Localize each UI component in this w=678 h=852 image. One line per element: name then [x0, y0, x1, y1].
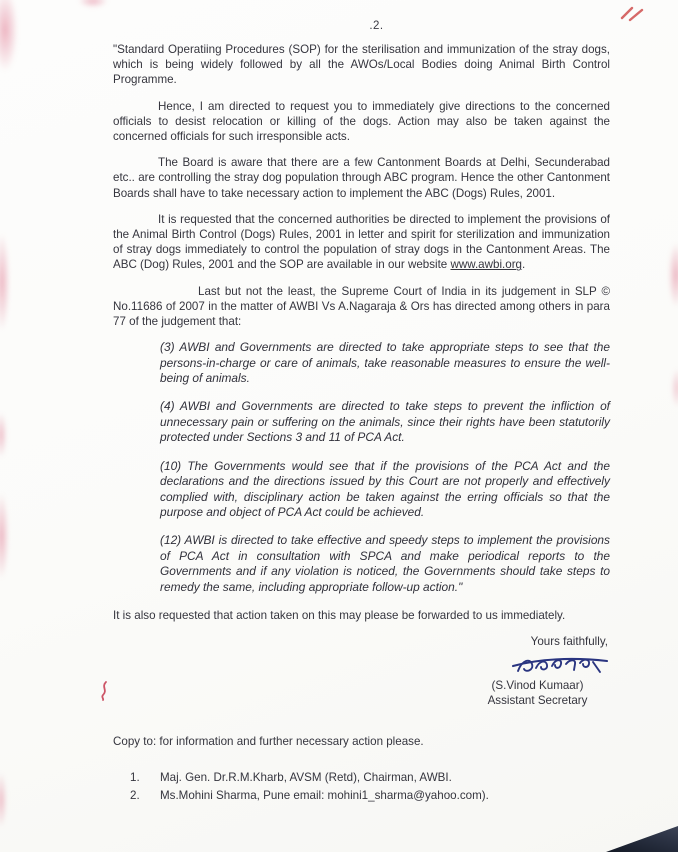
list-item-number: 1.	[130, 771, 140, 785]
scan-smudge	[0, 772, 7, 828]
judgement-quote-para4: (4) AWBI and Governments are directed to take steps to prevent the infliction of unnecessary pain or suffering on the animals, since their rights have been statutorily protected under Sections 3 and 11 of PCA Act.	[160, 399, 610, 445]
paragraph-abc-rules-period: .	[522, 258, 526, 272]
scan-smudge	[668, 242, 678, 308]
letter-body	[113, 42, 610, 805]
paragraph-request-directions: Hence, I am directed to request you to immediately give directions to the concerned officials to desist relocation or killing of the dogs. Action may also be taken against the concerned officials for such irresponsible acts.	[113, 99, 610, 144]
judgement-quote-para12: (12) AWBI is directed to take effective and speedy steps to implement the provisions of PCA Act in consultation with SPCA and make periodical reports to the Governments and if any violation is noticed, the Governments should take steps to remedy the same, including appropriate follow-up action."	[160, 533, 610, 594]
judgement-quote-para10: (10) The Governments would see that if the provisions of the PCA Act and the declarations and the directions issued by this Court are not properly and effectively complied with, disciplinary action be taken against the erring officials so that the purpose and object of PCA Act could be achieved.	[160, 458, 610, 519]
copy-to-line: Copy to: for information and further necessary action please.	[113, 735, 424, 749]
paragraph-abc-rules	[113, 212, 610, 273]
scan-smudge	[0, 232, 10, 332]
website-link: www.awbi.org	[450, 258, 523, 272]
paragraph-action-taken: It is also requested that action taken on this may please be forwarded to us immediately.	[113, 608, 566, 622]
paragraph-cantonment-boards: The Board is aware that there are a few Cantonment Boards at Delhi, Secunderabad etc.. are controlling the stray dog population through ABC program. Hence the other Cantonment Boards shall have to take necessary action to implement the ABC (Dogs) Rules, 2001.	[113, 156, 610, 200]
page-number: .2.	[369, 20, 384, 32]
valediction: Yours faithfully,	[530, 635, 608, 649]
list-item	[113, 787, 610, 804]
paragraph-supreme-court: Last but not the least, the Supreme Court of India in its judgement in SLP © No.11686 of 2007 in the matter of AWBI Vs A.Nagaraja & Ors has directed among others in para 77 of the judgement that:	[113, 284, 610, 329]
scan-smudge	[0, 492, 9, 580]
red-pen-mark-icon	[98, 680, 112, 702]
handwritten-signature	[510, 650, 610, 678]
signatory-title: Assistant Secretary	[487, 694, 588, 708]
judgement-quote-para3: (3) AWBI and Governments are directed to take appropriate steps to see that the persons-in-charge or care of animals, take reasonable measures to ensure the well-being of animals.	[160, 340, 610, 386]
paragraph-abc-rules-text: It is requested that the concerned authorities be directed to implement the provisions of the Animal Birth Control (Dogs) Rules, 2001 in letter and spirit for sterilization and immunization of stray dogs immediately to control the population of stray dogs in the Cantonment Areas. The ABC (Dog) Rules, 2001 and the SOP are available in our website	[113, 212, 610, 272]
list-item-text: Maj. Gen. Dr.R.M.Kharb, AVSM (Retd), Chairman, AWBI.	[160, 771, 452, 785]
paragraph-sop: "Standard Operatiing Procedures (SOP) for the sterilisation and immunization of the stray dogs, which is being widely followed by all the AWOs/Local Bodies doing Animal Birth Control Programme.	[113, 43, 610, 87]
scan-smudge	[78, 0, 108, 8]
scan-smudge	[0, 0, 18, 72]
list-item-number: 2.	[130, 789, 140, 803]
scan-smudge	[671, 368, 678, 408]
list-item	[113, 769, 610, 786]
signatory-name: (S.Vinod Kumaar)	[491, 679, 584, 693]
list-item-text: Ms.Mohini Sharma, Pune email: mohini1_sharma@yahoo.com).	[160, 789, 489, 803]
scan-corner-shadow	[606, 826, 678, 852]
signature-block	[465, 634, 610, 708]
copy-list	[113, 769, 610, 804]
scan-smudge	[0, 412, 7, 458]
